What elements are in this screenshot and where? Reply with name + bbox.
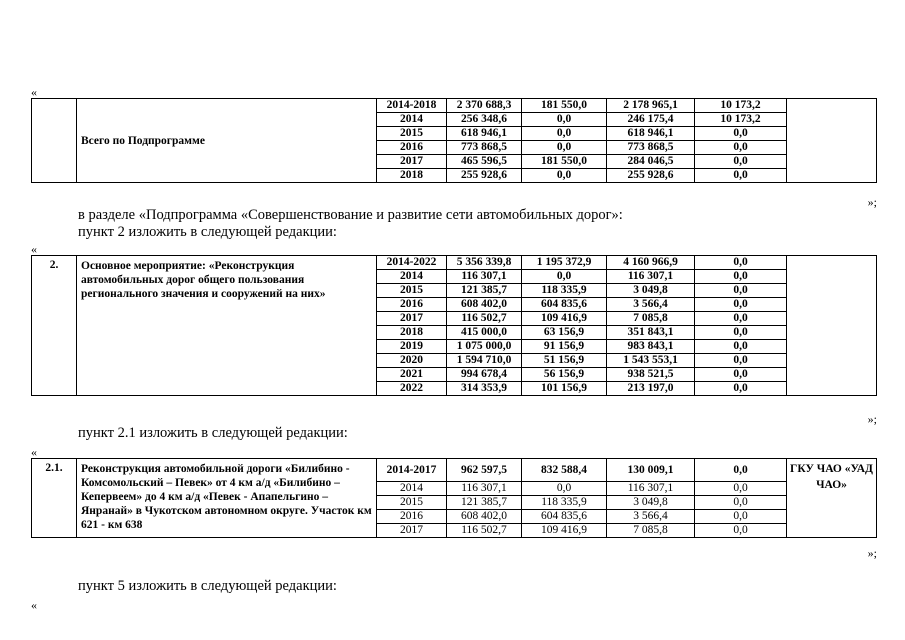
other-cell: 0,0 <box>695 298 787 312</box>
item-label: Всего по Подпрограмме <box>77 99 377 183</box>
regional-cell: 4 160 966,9 <box>607 256 695 270</box>
federal-cell: 101 156,9 <box>522 382 607 396</box>
quote-close-1: »; <box>867 195 877 209</box>
regional-cell: 284 046,5 <box>607 155 695 169</box>
federal-cell: 181 550,0 <box>522 99 607 113</box>
period-cell: 2019 <box>377 340 447 354</box>
period-cell: 2014 <box>377 482 447 496</box>
total-cell: 5 356 339,8 <box>447 256 522 270</box>
total-cell: 2 370 688,3 <box>447 99 522 113</box>
item-label: Реконструкция автомобильной дороги «Билибино - Комсомольский – Певек» от 4 км а/д «Билибино – Кепервеем» до 4 км а/д «Певек - Апапельгино – Янранай» в Чукотском автономном округе. Участок км 621 - км 638 <box>77 459 377 538</box>
total-cell: 256 348,6 <box>447 113 522 127</box>
other-cell: 0,0 <box>695 256 787 270</box>
federal-cell: 604 835,6 <box>522 298 607 312</box>
total-cell: 116 502,7 <box>447 312 522 326</box>
period-cell: 2018 <box>377 326 447 340</box>
regional-cell: 246 175,4 <box>607 113 695 127</box>
other-cell: 0,0 <box>695 169 787 183</box>
federal-cell: 0,0 <box>522 169 607 183</box>
table-row <box>32 256 877 270</box>
period-cell: 2020 <box>377 354 447 368</box>
period-cell: 2014-2022 <box>377 256 447 270</box>
quote-close-3: »; <box>867 546 877 560</box>
federal-cell: 56 156,9 <box>522 368 607 382</box>
period-cell: 2014 <box>377 113 447 127</box>
responsible-cell <box>787 99 877 183</box>
total-cell: 618 946,1 <box>447 127 522 141</box>
total-cell: 121 385,7 <box>447 284 522 298</box>
period-cell: 2016 <box>377 298 447 312</box>
period-cell: 2014-2017 <box>377 459 447 482</box>
subprogram-total-table <box>31 98 877 183</box>
other-cell: 0,0 <box>695 284 787 298</box>
regional-cell: 2 178 965,1 <box>607 99 695 113</box>
total-cell: 1 594 710,0 <box>447 354 522 368</box>
item-label: Основное мероприятие: «Реконструкция автомобильных дорог общего пользования регионального значения и сооружений на них» <box>77 256 377 396</box>
period-cell: 2015 <box>377 284 447 298</box>
period-cell: 2016 <box>377 510 447 524</box>
federal-cell: 0,0 <box>522 127 607 141</box>
total-cell: 962 597,5 <box>447 459 522 482</box>
other-cell: 0,0 <box>695 127 787 141</box>
total-cell: 255 928,6 <box>447 169 522 183</box>
item-2-1-instruction: пункт 2.1 изложить в следующей редакции: <box>78 425 348 441</box>
period-cell: 2017 <box>377 312 447 326</box>
regional-cell: 116 307,1 <box>607 270 695 284</box>
quote-open-2: « <box>31 242 37 256</box>
other-cell: 0,0 <box>695 459 787 482</box>
other-cell: 0,0 <box>695 368 787 382</box>
other-cell: 0,0 <box>695 510 787 524</box>
period-cell: 2022 <box>377 382 447 396</box>
total-cell: 116 307,1 <box>447 270 522 284</box>
regional-cell: 3 566,4 <box>607 298 695 312</box>
period-cell: 2016 <box>377 141 447 155</box>
table-row <box>32 459 877 482</box>
regional-cell: 7 085,8 <box>607 312 695 326</box>
other-cell: 0,0 <box>695 496 787 510</box>
reconstruction-item-table <box>31 458 877 538</box>
federal-cell: 604 835,6 <box>522 510 607 524</box>
regional-cell: 3 566,4 <box>607 510 695 524</box>
regional-cell: 213 197,0 <box>607 382 695 396</box>
quote-open-3: « <box>31 445 37 459</box>
federal-cell: 1 195 372,9 <box>522 256 607 270</box>
total-cell: 415 000,0 <box>447 326 522 340</box>
regional-cell: 618 946,1 <box>607 127 695 141</box>
total-cell: 608 402,0 <box>447 510 522 524</box>
regional-cell: 3 049,8 <box>607 496 695 510</box>
other-cell: 0,0 <box>695 270 787 284</box>
responsible-cell <box>787 256 877 396</box>
regional-cell: 351 843,1 <box>607 326 695 340</box>
federal-cell: 109 416,9 <box>522 524 607 538</box>
total-cell: 465 596,5 <box>447 155 522 169</box>
federal-cell: 181 550,0 <box>522 155 607 169</box>
other-cell: 0,0 <box>695 524 787 538</box>
section-intro-text: в разделе «Подпрограмма «Совершенствование и развитие сети автомобильных дорог»: <box>78 207 623 223</box>
total-cell: 314 353,9 <box>447 382 522 396</box>
regional-cell: 3 049,8 <box>607 284 695 298</box>
federal-cell: 109 416,9 <box>522 312 607 326</box>
other-cell: 0,0 <box>695 326 787 340</box>
item-5-instruction: пункт 5 изложить в следующей редакции: <box>78 578 337 594</box>
period-cell: 2017 <box>377 524 447 538</box>
other-cell: 0,0 <box>695 312 787 326</box>
quote-open-1: « <box>31 85 37 99</box>
total-cell: 116 307,1 <box>447 482 522 496</box>
period-cell: 2014-2018 <box>377 99 447 113</box>
total-cell: 608 402,0 <box>447 298 522 312</box>
federal-cell: 0,0 <box>522 482 607 496</box>
total-cell: 116 502,7 <box>447 524 522 538</box>
federal-cell: 51 156,9 <box>522 354 607 368</box>
total-cell: 121 385,7 <box>447 496 522 510</box>
federal-cell: 0,0 <box>522 113 607 127</box>
other-cell: 10 173,2 <box>695 99 787 113</box>
item-number: 2.1. <box>32 459 77 538</box>
federal-cell: 118 335,9 <box>522 284 607 298</box>
federal-cell: 832 588,4 <box>522 459 607 482</box>
other-cell: 0,0 <box>695 354 787 368</box>
regional-cell: 255 928,6 <box>607 169 695 183</box>
quote-close-2: »; <box>867 412 877 426</box>
item-2-instruction: пункт 2 изложить в следующей редакции: <box>78 224 337 240</box>
federal-cell: 118 335,9 <box>522 496 607 510</box>
total-cell: 1 075 000,0 <box>447 340 522 354</box>
regional-cell: 938 521,5 <box>607 368 695 382</box>
main-activity-table <box>31 255 877 396</box>
period-cell: 2015 <box>377 127 447 141</box>
federal-cell: 91 156,9 <box>522 340 607 354</box>
other-cell: 10 173,2 <box>695 113 787 127</box>
federal-cell: 63 156,9 <box>522 326 607 340</box>
regional-cell: 130 009,1 <box>607 459 695 482</box>
period-cell: 2015 <box>377 496 447 510</box>
other-cell: 0,0 <box>695 340 787 354</box>
period-cell: 2018 <box>377 169 447 183</box>
quote-open-4: « <box>31 598 37 612</box>
period-cell: 2014 <box>377 270 447 284</box>
total-cell: 994 678,4 <box>447 368 522 382</box>
table-row <box>32 99 877 113</box>
other-cell: 0,0 <box>695 141 787 155</box>
total-cell: 773 868,5 <box>447 141 522 155</box>
period-cell: 2017 <box>377 155 447 169</box>
responsible-cell: ГКУ ЧАО «УАД ЧАО» <box>787 459 877 538</box>
regional-cell: 116 307,1 <box>607 482 695 496</box>
item-number: 2. <box>32 256 77 396</box>
other-cell: 0,0 <box>695 382 787 396</box>
regional-cell: 1 543 553,1 <box>607 354 695 368</box>
regional-cell: 773 868,5 <box>607 141 695 155</box>
period-cell: 2021 <box>377 368 447 382</box>
regional-cell: 983 843,1 <box>607 340 695 354</box>
regional-cell: 7 085,8 <box>607 524 695 538</box>
item-number <box>32 99 77 183</box>
federal-cell: 0,0 <box>522 270 607 284</box>
other-cell: 0,0 <box>695 155 787 169</box>
federal-cell: 0,0 <box>522 141 607 155</box>
other-cell: 0,0 <box>695 482 787 496</box>
